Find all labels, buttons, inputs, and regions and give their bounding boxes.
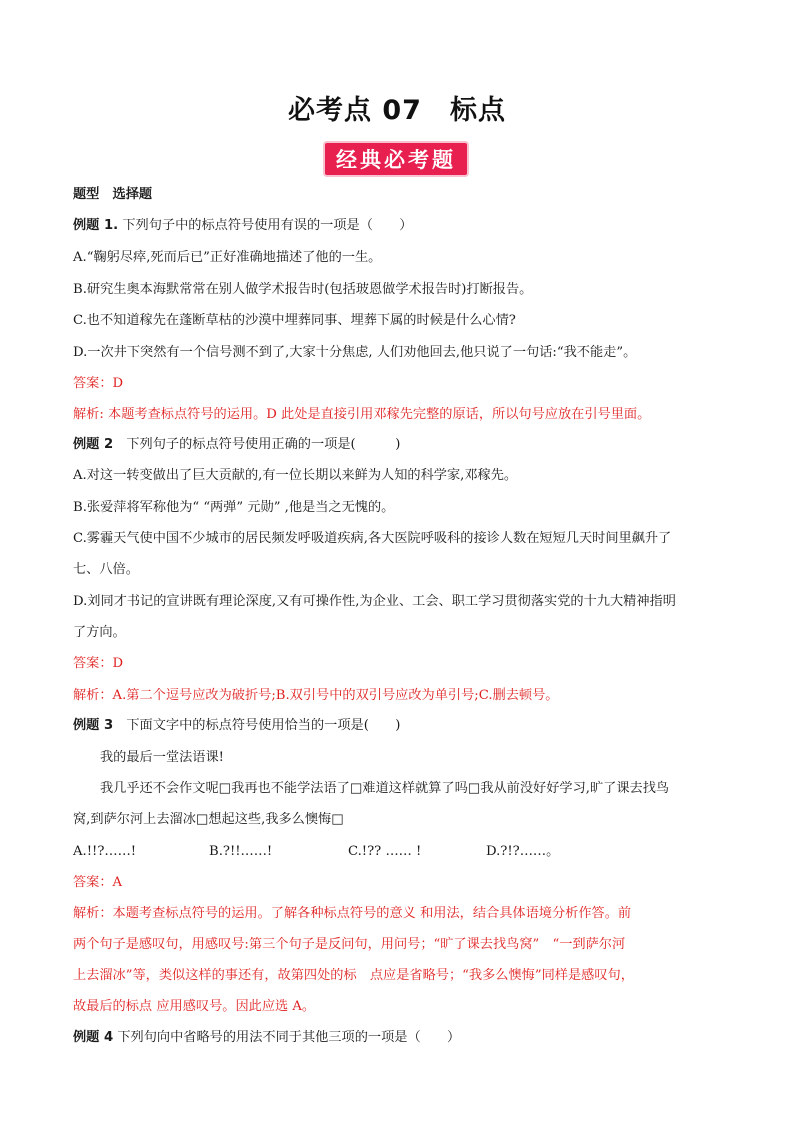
q1-stem: 例题 1. 下列句子中的标点符号使用有误的一项是（ ） bbox=[73, 218, 413, 233]
q3-passage-line2: 我几乎还不会作文呢□我再也不能学法语了□难道这样就算了吗□我从前没好好学习,旷了课去找鸟 bbox=[100, 781, 670, 796]
page-title: 必考点 07 标点 bbox=[288, 95, 506, 126]
q1-analysis: 解析: 本题考查标点符号的运用。D 此处是直接引用邓稼先完整的原话，所以句号应放在引号里面。 bbox=[73, 407, 651, 422]
q3-passage-line1: 我的最后一堂法语课! bbox=[100, 750, 224, 765]
q3-analysis-line3: 上去溜冰”等，类似这样的事还有，故第四处的标 点应是省略号；“我多么懊悔”同样是感叹句， bbox=[73, 968, 634, 983]
q3-stem: 例题 3 下面文字中的标点符号使用恰当的一项是( ) bbox=[73, 718, 401, 733]
badge-label: 经典必考题 bbox=[336, 148, 456, 172]
section-type-label: 题型 选择题 bbox=[73, 187, 153, 202]
q1-option-c: C.也不知道稼先在蓬断草枯的沙漠中埋葬同事、埋葬下属的时候是什么心情? bbox=[73, 313, 516, 328]
q2-option-d-line2: 了方向。 bbox=[73, 625, 126, 640]
q3-option-d: D.?!?……。 bbox=[486, 844, 560, 859]
q3-answer: 答案：A bbox=[73, 875, 123, 890]
q2-option-d-line1: D.刘同才书记的宣讲既有理论深度,又有可操作性,为企业、工会、职工学习贯彻落实党的十九大精神指明 bbox=[73, 594, 676, 609]
q4-stem: 例题 4 下列句向中省略号的用法不同于其他三项的一项是（ ） bbox=[73, 1030, 461, 1045]
q2-analysis: 解析：A.第二个逗号应改为破折号;B.双引号中的双引号应改为单引号;C.删去顿号。 bbox=[73, 688, 559, 703]
q3-analysis-line2: 两个句子是感叹句，用感叹号:第三个句子是反问句，用问号；“旷了课去找鸟窝” “一到萨尔河 bbox=[73, 937, 626, 952]
q1-option-a: A.“鞠躬尽瘁,死而后已”正好准确地描述了他的一生。 bbox=[73, 250, 382, 265]
q2-answer: 答案：D bbox=[73, 656, 124, 671]
q2-stem: 例题 2 下列句子的标点符号使用正确的一项是( ) bbox=[73, 437, 401, 452]
q3-analysis-line1: 解析：本题考查标点符号的运用。了解各种标点符号的意义 和用法，结合具体语境分析作答。前 bbox=[73, 906, 632, 921]
classic-question-badge bbox=[325, 143, 467, 175]
q3-option-a: A.!!?……! bbox=[73, 844, 137, 859]
q3-option-b: B.?!!……! bbox=[209, 844, 273, 859]
q3-passage-line3: 窝,到萨尔河上去溜冰□想起这些,我多么懊悔□ bbox=[73, 812, 344, 827]
q1-answer: 答案：D bbox=[73, 376, 124, 391]
q1-option-b: B.研究生奥本海默常常在别人做学术报告时(包括玻恩做学术报告时)打断报告。 bbox=[73, 282, 533, 297]
q2-option-c-line2: 七、八倍。 bbox=[73, 562, 139, 577]
q1-option-d: D.一次井下突然有一个信号测不到了,大家十分焦虑, 人们劝他回去,他只说了一句话:“我不能走”。 bbox=[73, 345, 637, 360]
q3-option-c: C.!?? …… ! bbox=[348, 844, 422, 859]
q3-analysis-line4: 故最后的标点 应用感叹号。因此应选 A。 bbox=[73, 999, 316, 1014]
q2-option-a: A.对这一转变做出了巨大贡献的,有一位长期以来鲜为人知的科学家,邓稼先。 bbox=[73, 468, 518, 483]
q2-option-b: B.张爱萍将军称他为“ “两弹” 元勋” ,他是当之无愧的。 bbox=[73, 500, 395, 515]
q2-option-c-line1: C.雾霾天气使中国不少城市的居民频发呼吸道疾病,各大医院呼吸科的接诊人数在短短几天时间里飙升了 bbox=[73, 531, 672, 546]
